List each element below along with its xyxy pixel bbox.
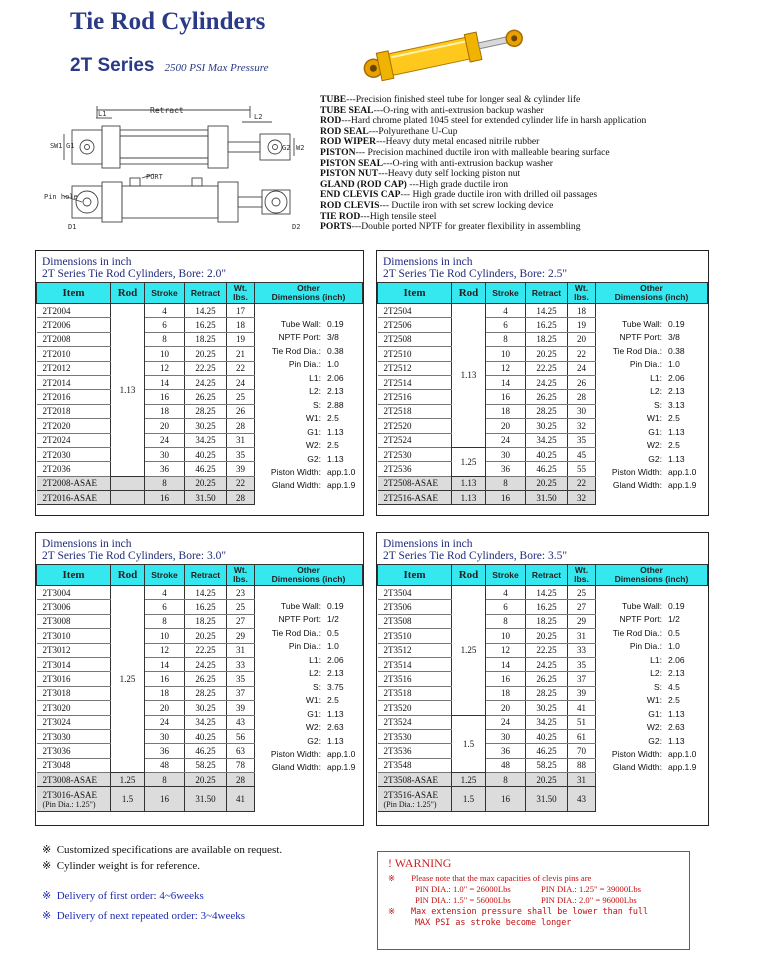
other-dimensions: Tube Wall: 0.19 NPTF Port: 3/8 Tie Rod Dia.: 0.38 Pin Dia.: 1.0 L1: 2.06 L2: 2.13 S: 2.88 W1: 2.5 G1: 1.13 W2: 2.5 G2: 1.13 Piston Width: app.1.0 Gland Width: app.1.9 xyxy=(270,319,356,491)
table-row: 2T3548 48 58.25 88 xyxy=(378,758,708,772)
table-row: 2T3508 8 18.25 29 xyxy=(378,614,708,628)
table-row: 2T3520 20 30.25 41 xyxy=(378,701,708,715)
table-row: 2T3006 6 16.25 25 xyxy=(37,600,363,614)
table-row: 2T3024 24 34.25 43 xyxy=(37,715,363,729)
warning-line-4: ※ Max extension pressure shall be lower than full xyxy=(388,906,649,916)
warning-line-3: PIN DIA.: 1.5" = 56000Lbs PIN DIA.: 2.0" = 96000Lbs xyxy=(415,895,637,905)
table-row: 2T2012 12 22.25 22 xyxy=(37,361,363,375)
table-row: 2T3036 36 46.25 63 xyxy=(37,744,363,758)
asae-row: 2T2008-ASAE 8 20.25 22 xyxy=(37,476,363,490)
table-row: 2T2524 24 34.25 35 xyxy=(378,433,708,447)
warning-line-1: ※ Please note that the max capacities of clevis pins are xyxy=(388,873,592,883)
table-row: 2T2018 18 28.25 26 xyxy=(37,404,363,418)
spec-line: ROD SEAL---Polyurethane U-Cup xyxy=(320,125,458,137)
rod-value: 1.25 xyxy=(452,586,486,716)
table-row: 2T2536 36 46.25 55 xyxy=(378,462,708,476)
label-l1: L1 xyxy=(98,110,107,118)
rod-value: 1.25 xyxy=(452,447,486,476)
label-g2: G2 xyxy=(282,144,291,152)
table-row: 2T3004 1.25 4 14.25 23 Tube Wall: 0.19 NPTF Port: 1/2 Tie Rod Dia.: 0.5 Pin Dia.: 1.0 L1: 2.06 L2: 2.13 S: 3.75 W1: 2.5 G1: 1.13 W2: 2.63 G2: 1.13 Piston Width: app.1.0 Gland Width: app.1.9 xyxy=(37,586,363,600)
table-row: 2T3536 36 46.25 70 xyxy=(378,744,708,758)
warning-title: ! WARNING xyxy=(388,856,452,870)
label-w1: W1 xyxy=(54,142,63,150)
table-row: 2T2024 24 34.25 31 xyxy=(37,433,363,447)
table-row: 2T3010 10 20.25 29 xyxy=(37,629,363,643)
cylinder-photo xyxy=(355,10,525,90)
table-row: 2T3048 48 58.25 78 xyxy=(37,758,363,772)
asae-row: 2T2516-ASAE 1.13 16 31.50 32 xyxy=(378,491,708,505)
table-row: 2T2506 6 16.25 19 xyxy=(378,318,708,332)
label-l2: L2 xyxy=(254,113,263,121)
spec-line: PISTON--- Precision machined ductile iron with malleable bearing surface xyxy=(320,146,610,158)
table-title: Dimensions in inch 2T Series Tie Rod Cylinders, Bore: 3.0" xyxy=(42,538,227,562)
note-delivery-first: ※ Delivery of first order: 4~6weeks xyxy=(42,890,204,902)
table-row: 2T2010 10 20.25 21 xyxy=(37,347,363,361)
table-row: 2T2030 30 40.25 35 xyxy=(37,447,363,461)
spec-line: TUBE---Precision finished steel tube for longer seal & cylinder life xyxy=(320,94,581,105)
spec-line: ROD WIPER---Heavy duty metal encased nitrile rubber xyxy=(320,136,540,148)
table-row: 2T3516 16 26.25 37 xyxy=(378,672,708,686)
label-retract: Retract xyxy=(150,106,184,115)
table-row: 2T3018 18 28.25 37 xyxy=(37,686,363,700)
asae-row: 2T3508-ASAE 1.25 8 20.25 31 xyxy=(378,773,708,787)
table-row: 2T3512 12 22.25 33 xyxy=(378,643,708,657)
spec-line: PISTON NUT---Heavy duty self locking piston nut xyxy=(320,168,521,180)
table-row: 2T2004 1.13 4 14.25 17 Tube Wall: 0.19 NPTF Port: 3/8 Tie Rod Dia.: 0.38 Pin Dia.: 1.0 L1: 2.06 L2: 2.13 S: 2.88 W1: 2.5 G1: 1.13 W2: 2.5 G2: 1.13 Piston Width: app.1.0 Gland Width: app.1.9 xyxy=(37,304,363,318)
table-row: 2T3020 20 30.25 39 xyxy=(37,701,363,715)
component-spec-list xyxy=(320,95,760,233)
series-name: 2T Series xyxy=(70,55,155,76)
spec-line: GLAND (ROD CAP) ---High grade ductile iron xyxy=(320,178,509,190)
table-row: 2T3514 14 24.25 35 xyxy=(378,657,708,671)
cylinder-dimension-drawing xyxy=(42,98,312,238)
warning-line-5: MAX PSI as stroke become longer xyxy=(415,917,572,927)
table-row: 2T3008 8 18.25 27 xyxy=(37,614,363,628)
table-row: 2T2530 1.25 30 40.25 45 xyxy=(378,447,708,461)
other-dimensions: Tube Wall: 0.19 NPTF Port: 1/2 Tie Rod Dia.: 0.5 Pin Dia.: 1.0 L1: 2.06 L2: 2.13 S: 4.5 W1: 2.5 G1: 1.13 W2: 2.63 G2: 1.13 Piston Width: app.1.0 Gland Width: app.1.9 xyxy=(611,601,697,773)
label-g1: G1 xyxy=(66,142,75,150)
spec-line: TUBE SEAL---O-ring with anti-extrusion backup washer xyxy=(320,104,544,116)
series-pressure: 2500 PSI Max Pressure xyxy=(164,62,269,74)
notes xyxy=(42,842,282,924)
table-row: 2T3530 30 40.25 61 xyxy=(378,729,708,743)
table-row: 2T3014 14 24.25 33 xyxy=(37,657,363,671)
label-s: S xyxy=(50,142,55,150)
rod-value: 1.25 xyxy=(111,586,145,773)
table-header: Item Rod Stroke Retract Wt. lbs. Other Dimensions (inch) xyxy=(37,283,363,304)
page-title: Tie Rod Cylinders xyxy=(70,8,266,35)
table-title: Dimensions in inch 2T Series Tie Rod Cylinders, Bore: 2.5" xyxy=(383,256,568,280)
table-row: 2T3524 1.5 24 34.25 51 xyxy=(378,715,708,729)
table-row: 2T2020 20 30.25 28 xyxy=(37,419,363,433)
table-row: 2T2016 16 26.25 25 xyxy=(37,390,363,404)
table-header: Item Rod Stroke Retract Wt. lbs. Other Dimensions (inch) xyxy=(378,565,708,586)
spec-line: ROD---Hard chrome plated 1045 steel for extended cylinder life in harsh application xyxy=(320,115,647,127)
asae-row: 2T3008-ASAE 1.25 8 20.25 28 xyxy=(37,773,363,787)
warning-line-2: PIN DIA.: 1.0" = 26000Lbs PIN DIA.: 1.25" = 39000Lbs xyxy=(415,884,642,894)
table-row: 2T3012 12 22.25 31 xyxy=(37,643,363,657)
label-pin-hole: Pin hole xyxy=(44,193,78,201)
table-bore-2-0 xyxy=(35,250,364,516)
table-title: Dimensions in inch 2T Series Tie Rod Cylinders, Bore: 3.5" xyxy=(383,538,568,562)
table-row: 2T2516 16 26.25 28 xyxy=(378,390,708,404)
table-bore-2-5 xyxy=(376,250,709,516)
table-row: 2T3506 6 16.25 27 xyxy=(378,600,708,614)
spec-line: END CLEVIS CAP--- High grade ductile iron with drilled oil passages xyxy=(320,189,598,201)
table-row: 2T2008 8 18.25 19 xyxy=(37,332,363,346)
spec-line: PORTS---Double ported NPTF for greater flexibility in assembling xyxy=(320,221,581,233)
table-row: 2T2514 14 24.25 26 xyxy=(378,375,708,389)
note-delivery-repeat: ※ Delivery of next repeated order: 3~4weeks xyxy=(42,910,246,922)
label-d2: D2 xyxy=(292,223,301,231)
label-w2: W2 xyxy=(296,144,305,152)
rod-value: 1.13 xyxy=(111,304,145,477)
table-row: 2T2006 6 16.25 18 xyxy=(37,318,363,332)
spec-line: TIE ROD---High tensile steel xyxy=(320,210,437,222)
note-weight: ※ Cylinder weight is for reference. xyxy=(42,860,200,872)
table-row: 2T2518 18 28.25 30 xyxy=(378,404,708,418)
table-row: 2T2036 36 46.25 39 xyxy=(37,462,363,476)
table-row: 2T2512 12 22.25 24 xyxy=(378,361,708,375)
other-dimensions: Tube Wall: 0.19 NPTF Port: 1/2 Tie Rod Dia.: 0.5 Pin Dia.: 1.0 L1: 2.06 L2: 2.13 S: 3.75 W1: 2.5 G1: 1.13 W2: 2.63 G2: 1.13 Piston Width: app.1.0 Gland Width: app.1.9 xyxy=(270,601,356,773)
other-dimensions: Tube Wall: 0.19 NPTF Port: 3/8 Tie Rod Dia.: 0.38 Pin Dia.: 1.0 L1: 2.06 L2: 2.13 S: 3.13 W1: 2.5 G1: 1.13 W2: 2.5 G2: 1.13 Piston Width: app.1.0 Gland Width: app.1.9 xyxy=(611,319,697,491)
table-row: 2T3016 16 26.25 35 xyxy=(37,672,363,686)
spec-line: PISTON SEAL---O-ring with anti-extrusion backup washer xyxy=(320,157,553,169)
asae-row: 2T2016-ASAE 16 31.50 28 xyxy=(37,491,363,505)
rod-value: 1.13 xyxy=(452,304,486,448)
table-row: 2T2504 1.13 4 14.25 18 Tube Wall: 0.19 NPTF Port: 3/8 Tie Rod Dia.: 0.38 Pin Dia.: 1.0 L1: 2.06 L2: 2.13 S: 3.13 W1: 2.5 G1: 1.13 W2: 2.5 G2: 1.13 Piston Width: app.1.0 Gland Width: app.1.9 xyxy=(378,304,708,318)
table-bore-3-5 xyxy=(376,532,709,826)
spec-line: ROD CLEVIS--- Ductile iron with set screw locking device xyxy=(320,199,554,211)
table-row: 2T2510 10 20.25 22 xyxy=(378,347,708,361)
table-row: 2T3518 18 28.25 39 xyxy=(378,686,708,700)
series-subtitle xyxy=(70,55,268,77)
asae-row: 2T3516-ASAE (Pin Dia.: 1.25") 1.5 16 31.50 43 xyxy=(378,787,708,812)
table-title: Dimensions in inch 2T Series Tie Rod Cylinders, Bore: 2.0" xyxy=(42,256,227,280)
label-port: PORT xyxy=(146,173,163,181)
table-row: 2T3504 1.25 4 14.25 25 Tube Wall: 0.19 NPTF Port: 1/2 Tie Rod Dia.: 0.5 Pin Dia.: 1.0 L1: 2.06 L2: 2.13 S: 4.5 W1: 2.5 G1: 1.13 W2: 2.63 G2: 1.13 Piston Width: app.1.0 Gland Width: app.1.9 xyxy=(378,586,708,600)
table-header: Item Rod Stroke Retract Wt. lbs. Other Dimensions (inch) xyxy=(378,283,708,304)
table-row: 2T3030 30 40.25 56 xyxy=(37,729,363,743)
warning-box xyxy=(377,851,690,950)
label-d1: D1 xyxy=(68,223,77,231)
table-row: 2T2014 14 24.25 24 xyxy=(37,375,363,389)
rod-value: 1.5 xyxy=(452,715,486,773)
table-bore-3-0 xyxy=(35,532,364,826)
asae-row: 2T3016-ASAE (Pin Dia.: 1.25") 1.5 16 31.50 41 xyxy=(37,787,363,812)
asae-row: 2T2508-ASAE 1.13 8 20.25 22 xyxy=(378,476,708,490)
note-customized: ※ Customized specifications are available on request. xyxy=(42,844,283,856)
table-row: 2T3510 10 20.25 31 xyxy=(378,629,708,643)
table-row: 2T2508 8 18.25 20 xyxy=(378,332,708,346)
table-row: 2T2520 20 30.25 32 xyxy=(378,419,708,433)
table-header: Item Rod Stroke Retract Wt. lbs. Other Dimensions (inch) xyxy=(37,565,363,586)
